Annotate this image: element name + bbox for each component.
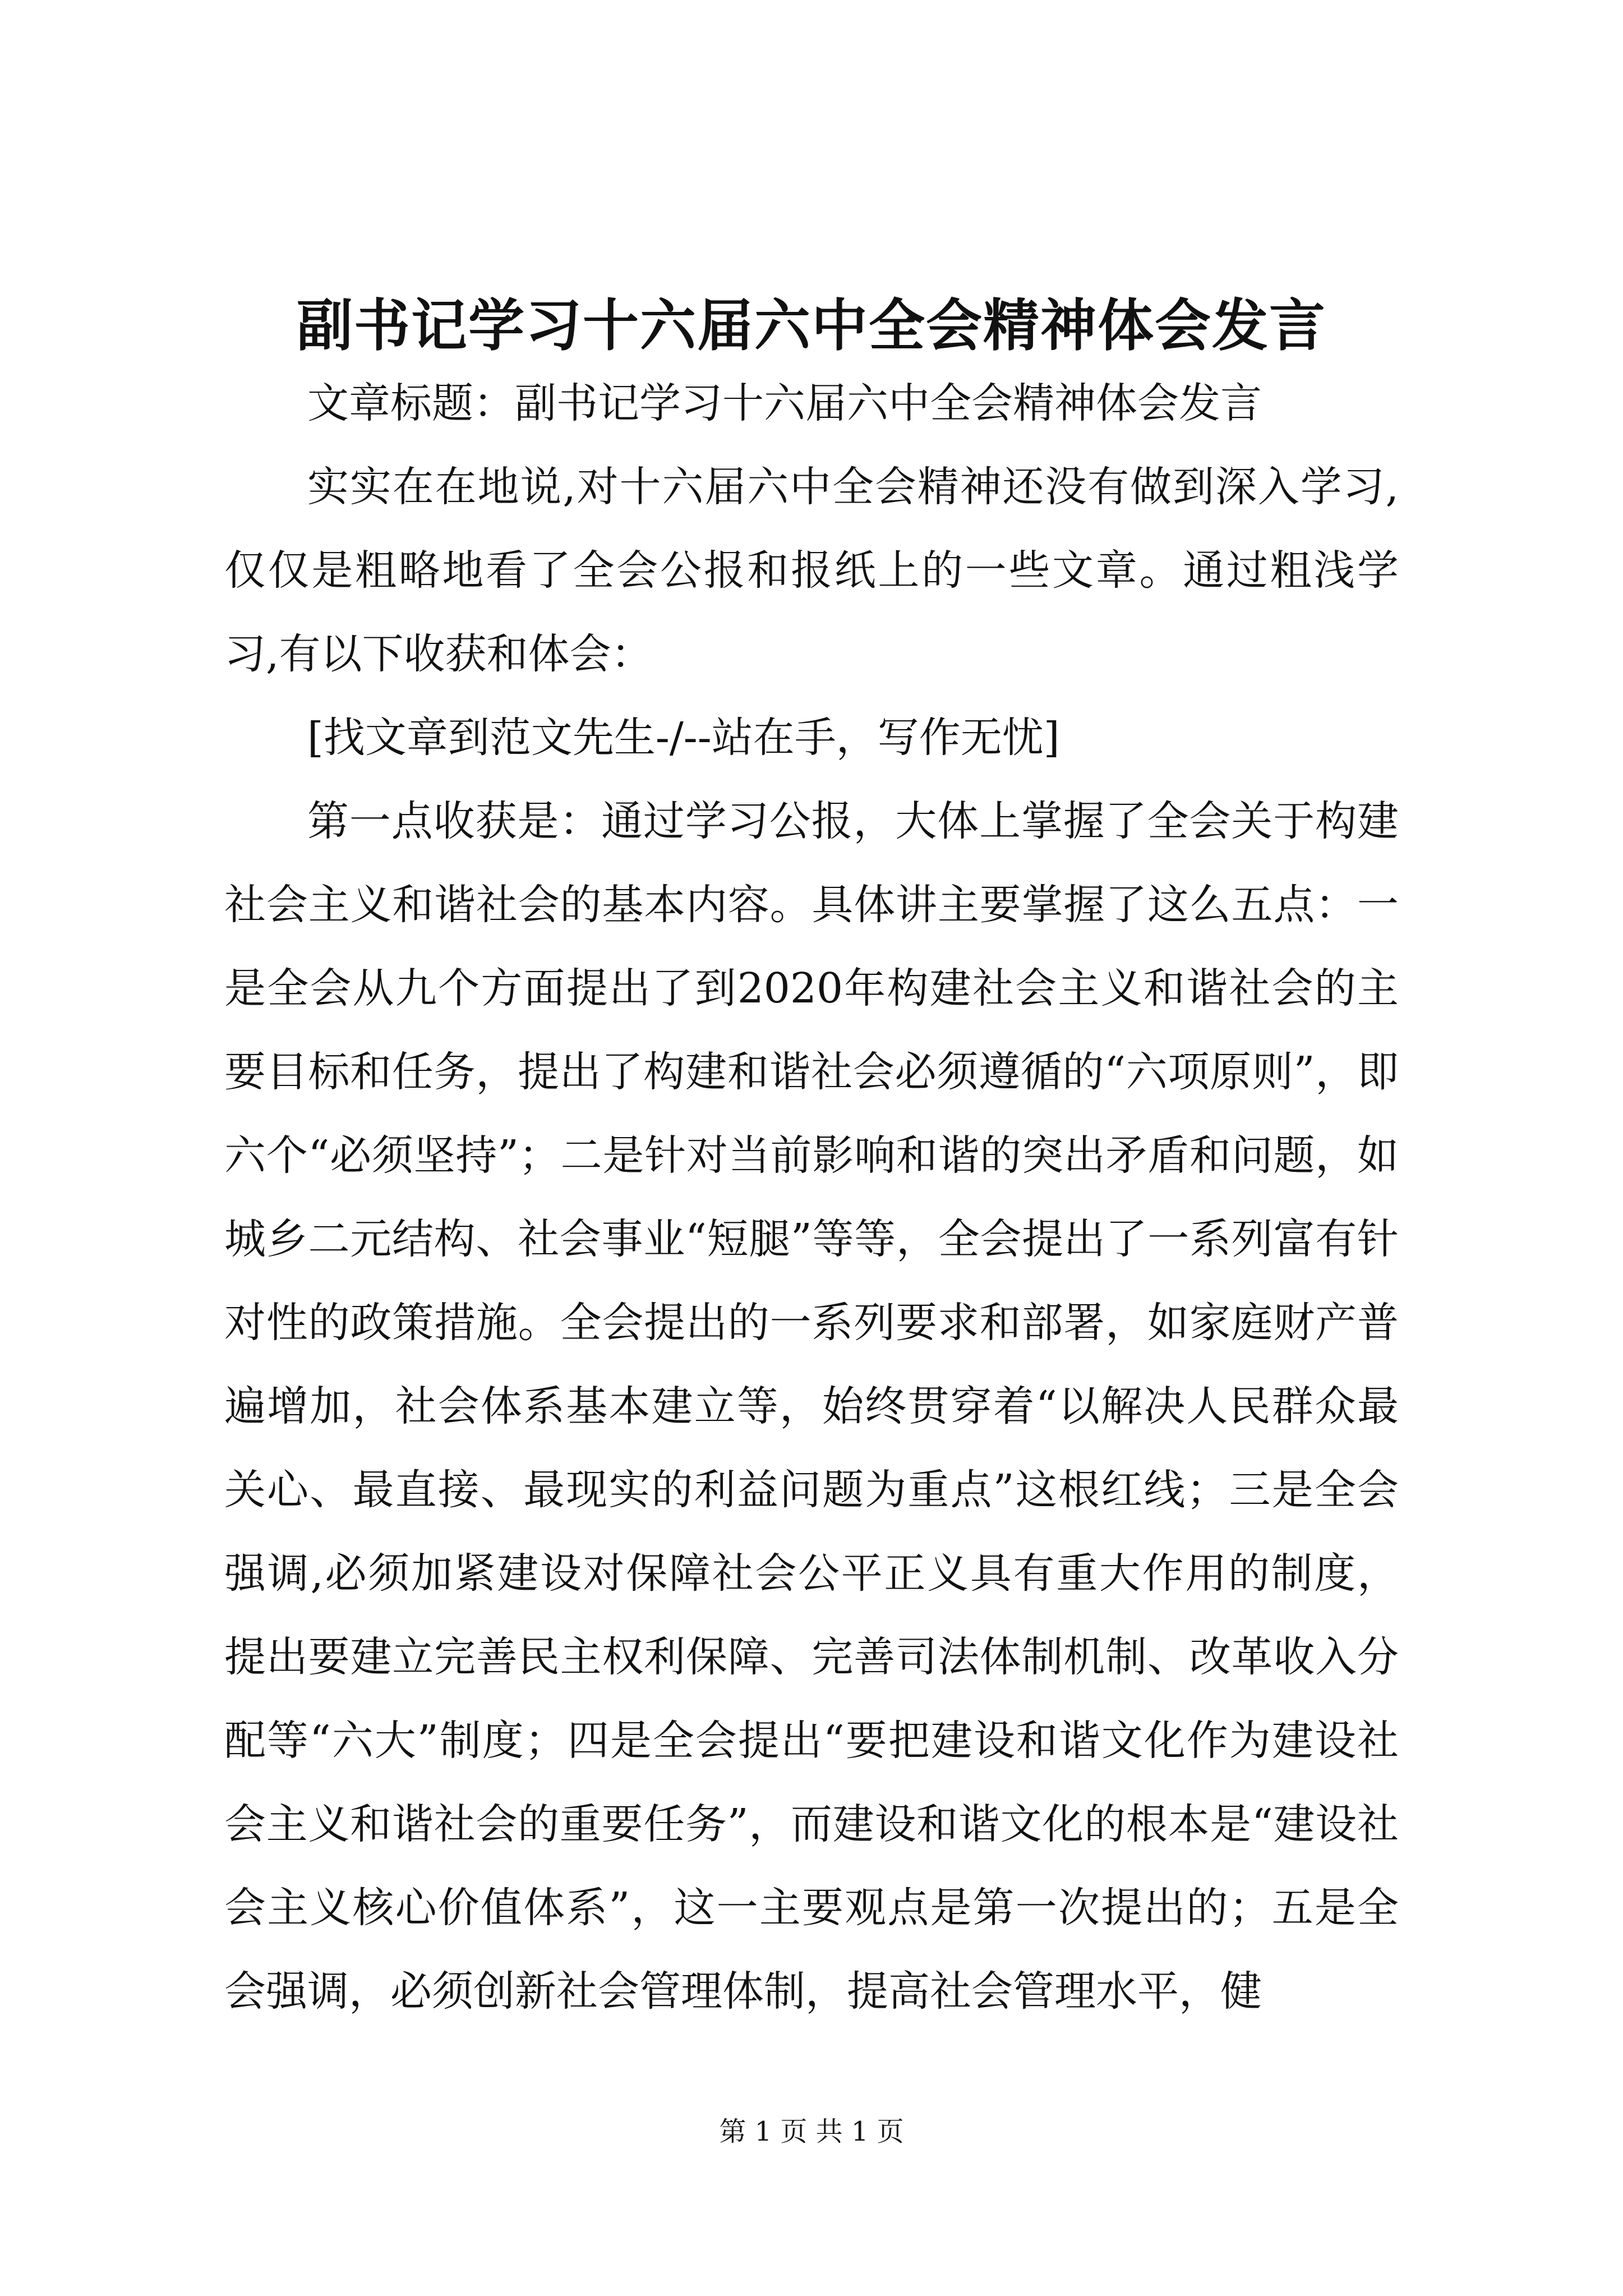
document-body	[224, 362, 1399, 2033]
paragraph-intro: 实实在在地说,对十六届六中全会精神还没有做到深入学习,仅仅是粗略地看了全会公报和报纸上的一些文章。通过粗浅学习,有以下收获和体会：	[224, 463, 1399, 678]
document-title: 副书记学习十六届六中全会精神体会发言	[297, 292, 1326, 358]
page-footer: 第 1 页 共 1 页	[719, 2116, 904, 2147]
paragraph-article-title: 文章标题：副书记学习十六届六中全会精神体会发言	[307, 379, 1262, 427]
paragraph-source-note: [找文章到范文先生-/--站在手，写作无忧]	[307, 714, 1060, 762]
paragraph-first-gain: 第一点收获是：通过学习公报，大体上掌握了全会关于构建社会主义和谐社会的基本内容。具体讲主要掌握了这么五点：一是全会从九个方面提出了到2020年构建社会主义和谐社会的主要目标和任务，提出了构建和谐社会必须遵循的“六项原则”，即六个“必须坚持”；二是针对当前影响和谐的突出矛盾和问题，如城乡二元结构、社会事业“短腿”等等，全会提出了一系列富有针对性的政策措施。全会提出的一系列要求和部署，如家庭财产普遍增加，社会体系基本建立等，始终贯穿着“以解决人民群众最关心、最直接、最现实的利益问题为重点”这根红线；三是全会强调,必须加紧建设对保障社会公平正义具有重大作用的制度，提出要建立完善民主权利保障、完善司法体制机制、改革收入分配等“六大”制度；四是全会提出“要把建设和谐文化作为建设社会主义和谐社会的重要任务”，而建设和谐文化的根本是“建设社会主义核心价值体系”，这一主要观点是第一次提出的；五是全会强调，必须创新社会管理体制，提高社会管理水平，健	[224, 797, 1399, 2016]
